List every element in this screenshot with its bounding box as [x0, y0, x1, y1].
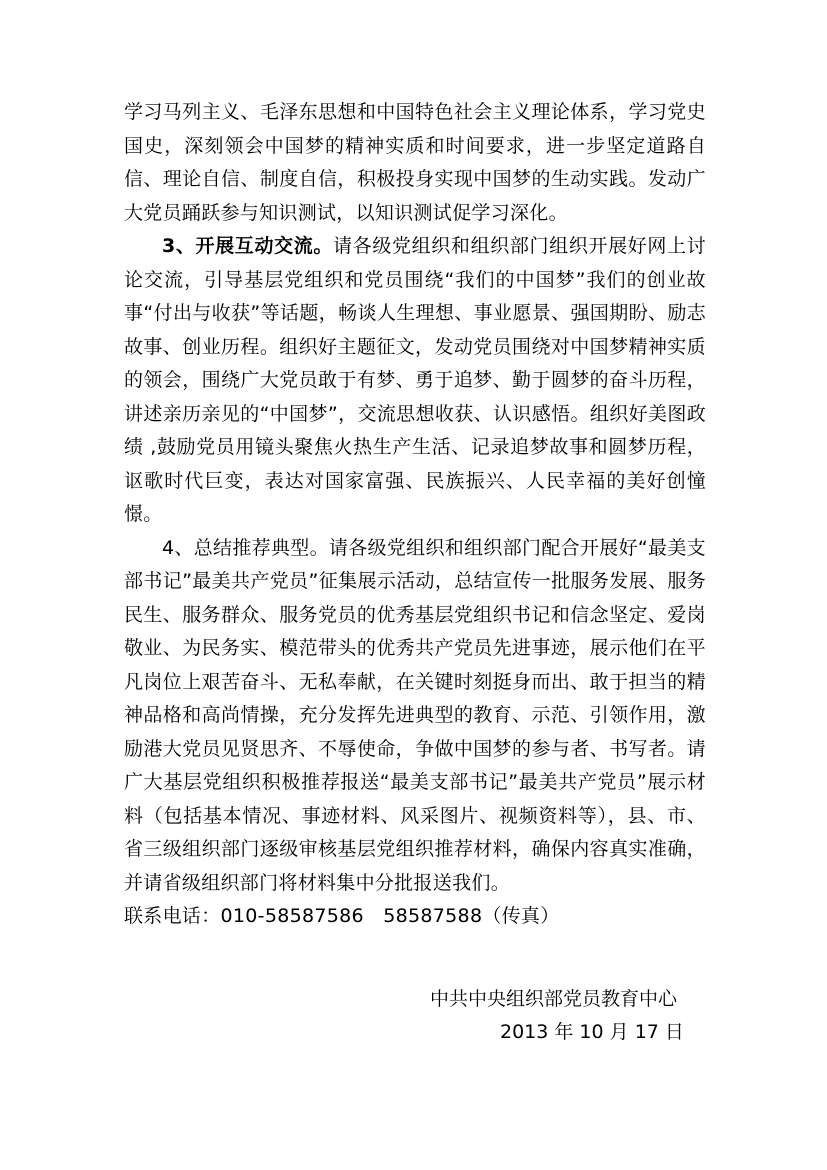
contact-line: 联系电话：010-58587586 58587588（传真） [124, 905, 560, 927]
document-body [124, 96, 706, 934]
section-3-paragraph [124, 230, 706, 532]
section-4-heading: 4、总结推荐典型。 [162, 536, 329, 559]
paragraph-1: 学习马列主义、毛泽东思想和中国特色社会主义理论体系，学习党史国史，深刻领会中国梦的精神实质和时间要求，进一步坚定道路自信、理论自信、制度自信，积极投身实现中国梦的生动实践。发动广大党员踊跃参与知识测试，以知识测试促学习深化。 [124, 101, 706, 224]
section-3-text: 请各级党组织和组织部门组织开展好网上讨论交流，引导基层党组织和党员围绕“我们的中国梦”我们的创业故事“付出与收获”等话题，畅谈人生理想、事业愿景、强国期盼、励志故事、创业历程。组织好主题征文，发动党员围绕对中国梦精神实质的领会，围绕广大党员敢于有梦、勇于追梦、勤于圆梦的奋斗历程，讲述亲历亲见的“中国梦”，交流思想收获、认识感悟。组织好美图政绩 ,鼓励党员用镜头聚焦火热生产生活、记录追梦故事和圆梦历程，讴歌时代巨变，表达对国家富强、民族振兴、人民幸福的美好创憧憬。 [124, 235, 706, 525]
section-4-text: 请各级党组织和组织部门配合开展好“最美支部书记”最美共产党员”征集展示活动，总结宣传一批服务发展、服务民生、服务群众、服务党员的优秀基层党组织书记和信念坚定、爱岗敬业、为民务实、模范带头的优秀共产党员先进事迹，展示他们在平凡岗位上艰苦奋斗、无私奉献，在关键时刻挺身而出、敢于担当的精神品格和高尚情操，充分发挥先进典型的教育、示范、引领作用，激励港大党员见贤思齐、不辱使命，争做中国梦的参与者、书写者。请广大基层党组织积极推荐报送“最美支部书记”最美共产党员”展示材料（包括基本情况、事迹材料、风采图片、视频资料等），县、市、省三级组织部门逐级审核基层党组织推荐材料，确保内容真实准确，并请省级组织部门将材料集中分批报送我们。 [124, 536, 706, 894]
section-4-paragraph [124, 532, 706, 901]
signature-date: 2013 年 10 月 17 日 [500, 1021, 684, 1043]
signature-organization: 中共中央组织部党员教育中心 [430, 988, 678, 1010]
section-3-heading: 3、开展互动交流。 [162, 235, 334, 257]
